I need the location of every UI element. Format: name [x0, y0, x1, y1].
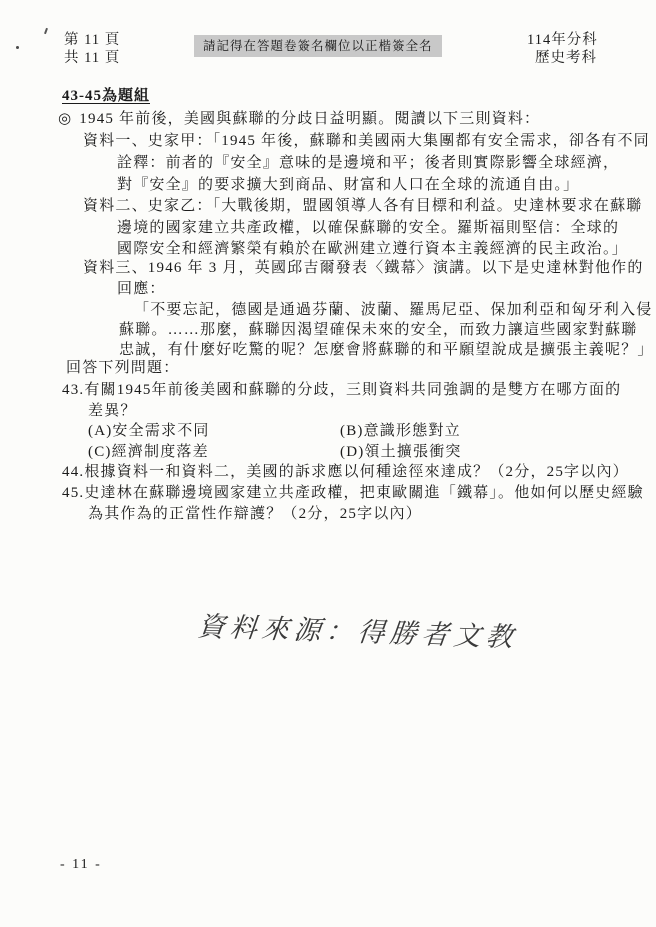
source-3-quote-line-2: 蘇聯。……那麼，蘇聯因渴望確保未來的安全，而致力讓這些國家對蘇聯	[119, 322, 638, 338]
exam-subject: 歷史考科	[535, 50, 597, 66]
question-43-line-1: 43.有關1945年前後美國和蘇聯的分歧，三則資料共同強調的是雙方在哪方面的	[62, 382, 622, 398]
scan-speck-dot	[16, 46, 19, 49]
handwritten-source-note: 資料來源：得勝者文教	[196, 611, 520, 653]
source-2-line-2: 邊境的國家建立共產政權，以確保蘇聯的安全。羅斯福則堅信：全球的	[117, 220, 620, 236]
source-3-line-1: 資料三、1946 年 3 月，英國邱吉爾發表〈鐵幕〉演講。以下是史達林對他作的	[83, 260, 644, 276]
source-1-line-2: 詮釋：前者的『安全』意味的是邊境和平；後者則實際影響全球經濟，	[117, 155, 620, 171]
source-2-line-1: 資料二、史家乙：「大戰後期，盟國領導人各有目標和利益。史達林要求在蘇聯	[83, 198, 643, 214]
scan-speck-tick	[44, 28, 48, 34]
question-intro	[58, 109, 540, 129]
intro-text: 1945 年前後，美國與蘇聯的分歧日益明顯。閱讀以下三則資料：	[79, 111, 541, 127]
question-43-line-2: 差異？	[88, 403, 137, 419]
question-44-line-1: 44.根據資料一和資料二，美國的訴求應以何種途徑來達成？（2分，25字以內）	[62, 464, 629, 480]
question-45-line-1: 45.史達林在蘇聯邊境國家建立共產政權，把東歐關進「鐵幕」。他如何以歷史經驗	[62, 485, 644, 501]
question-43-option-c: (C)經濟制度落差	[88, 444, 209, 460]
answer-prompt: 回答下列問題：	[66, 360, 180, 376]
question-43-option-a: (A)安全需求不同	[88, 423, 210, 439]
source-3-quote-line-1: 「不要忘記，德國是通過芬蘭、波蘭、羅馬尼亞、保加利亞和匈牙利入侵	[134, 302, 653, 318]
page-number-total: 共 11 頁	[64, 50, 121, 66]
page-number-current: 第 11 頁	[64, 32, 121, 48]
question-43-option-d: (D)領土擴張衝突	[340, 444, 462, 460]
source-3-line-2: 回應：	[117, 281, 166, 297]
exam-session: 114年分科	[527, 32, 598, 48]
footer-page-number: - 11 -	[60, 857, 102, 872]
source-2-line-3: 國際安全和經濟繁榮有賴於在歐洲建立遵行資本主義經濟的民主政治。」	[117, 241, 628, 257]
intro-bullet: ◎	[58, 111, 73, 127]
question-43-option-b: (B)意識形態對立	[340, 423, 461, 439]
signature-notice: 請記得在答題卷簽名欄位以正楷簽全名	[194, 35, 442, 57]
source-3-quote-line-3: 忠誠，有什麼好吃驚的呢？怎麼會將蘇聯的和平願望說成是擴張主義呢？」	[119, 342, 654, 358]
question-45-line-2: 為其作為的正當性作辯護？（2分，25字以內）	[88, 506, 422, 522]
source-1-line-1: 資料一、史家甲：「1945 年後，蘇聯和美國兩大集團都有安全需求，卻各有不同	[83, 133, 650, 149]
group-heading: 43-45為題組	[62, 88, 150, 104]
source-1-line-3: 對『安全』的要求擴大到商品、財富和人口在全球的流通自由。」	[117, 177, 580, 193]
